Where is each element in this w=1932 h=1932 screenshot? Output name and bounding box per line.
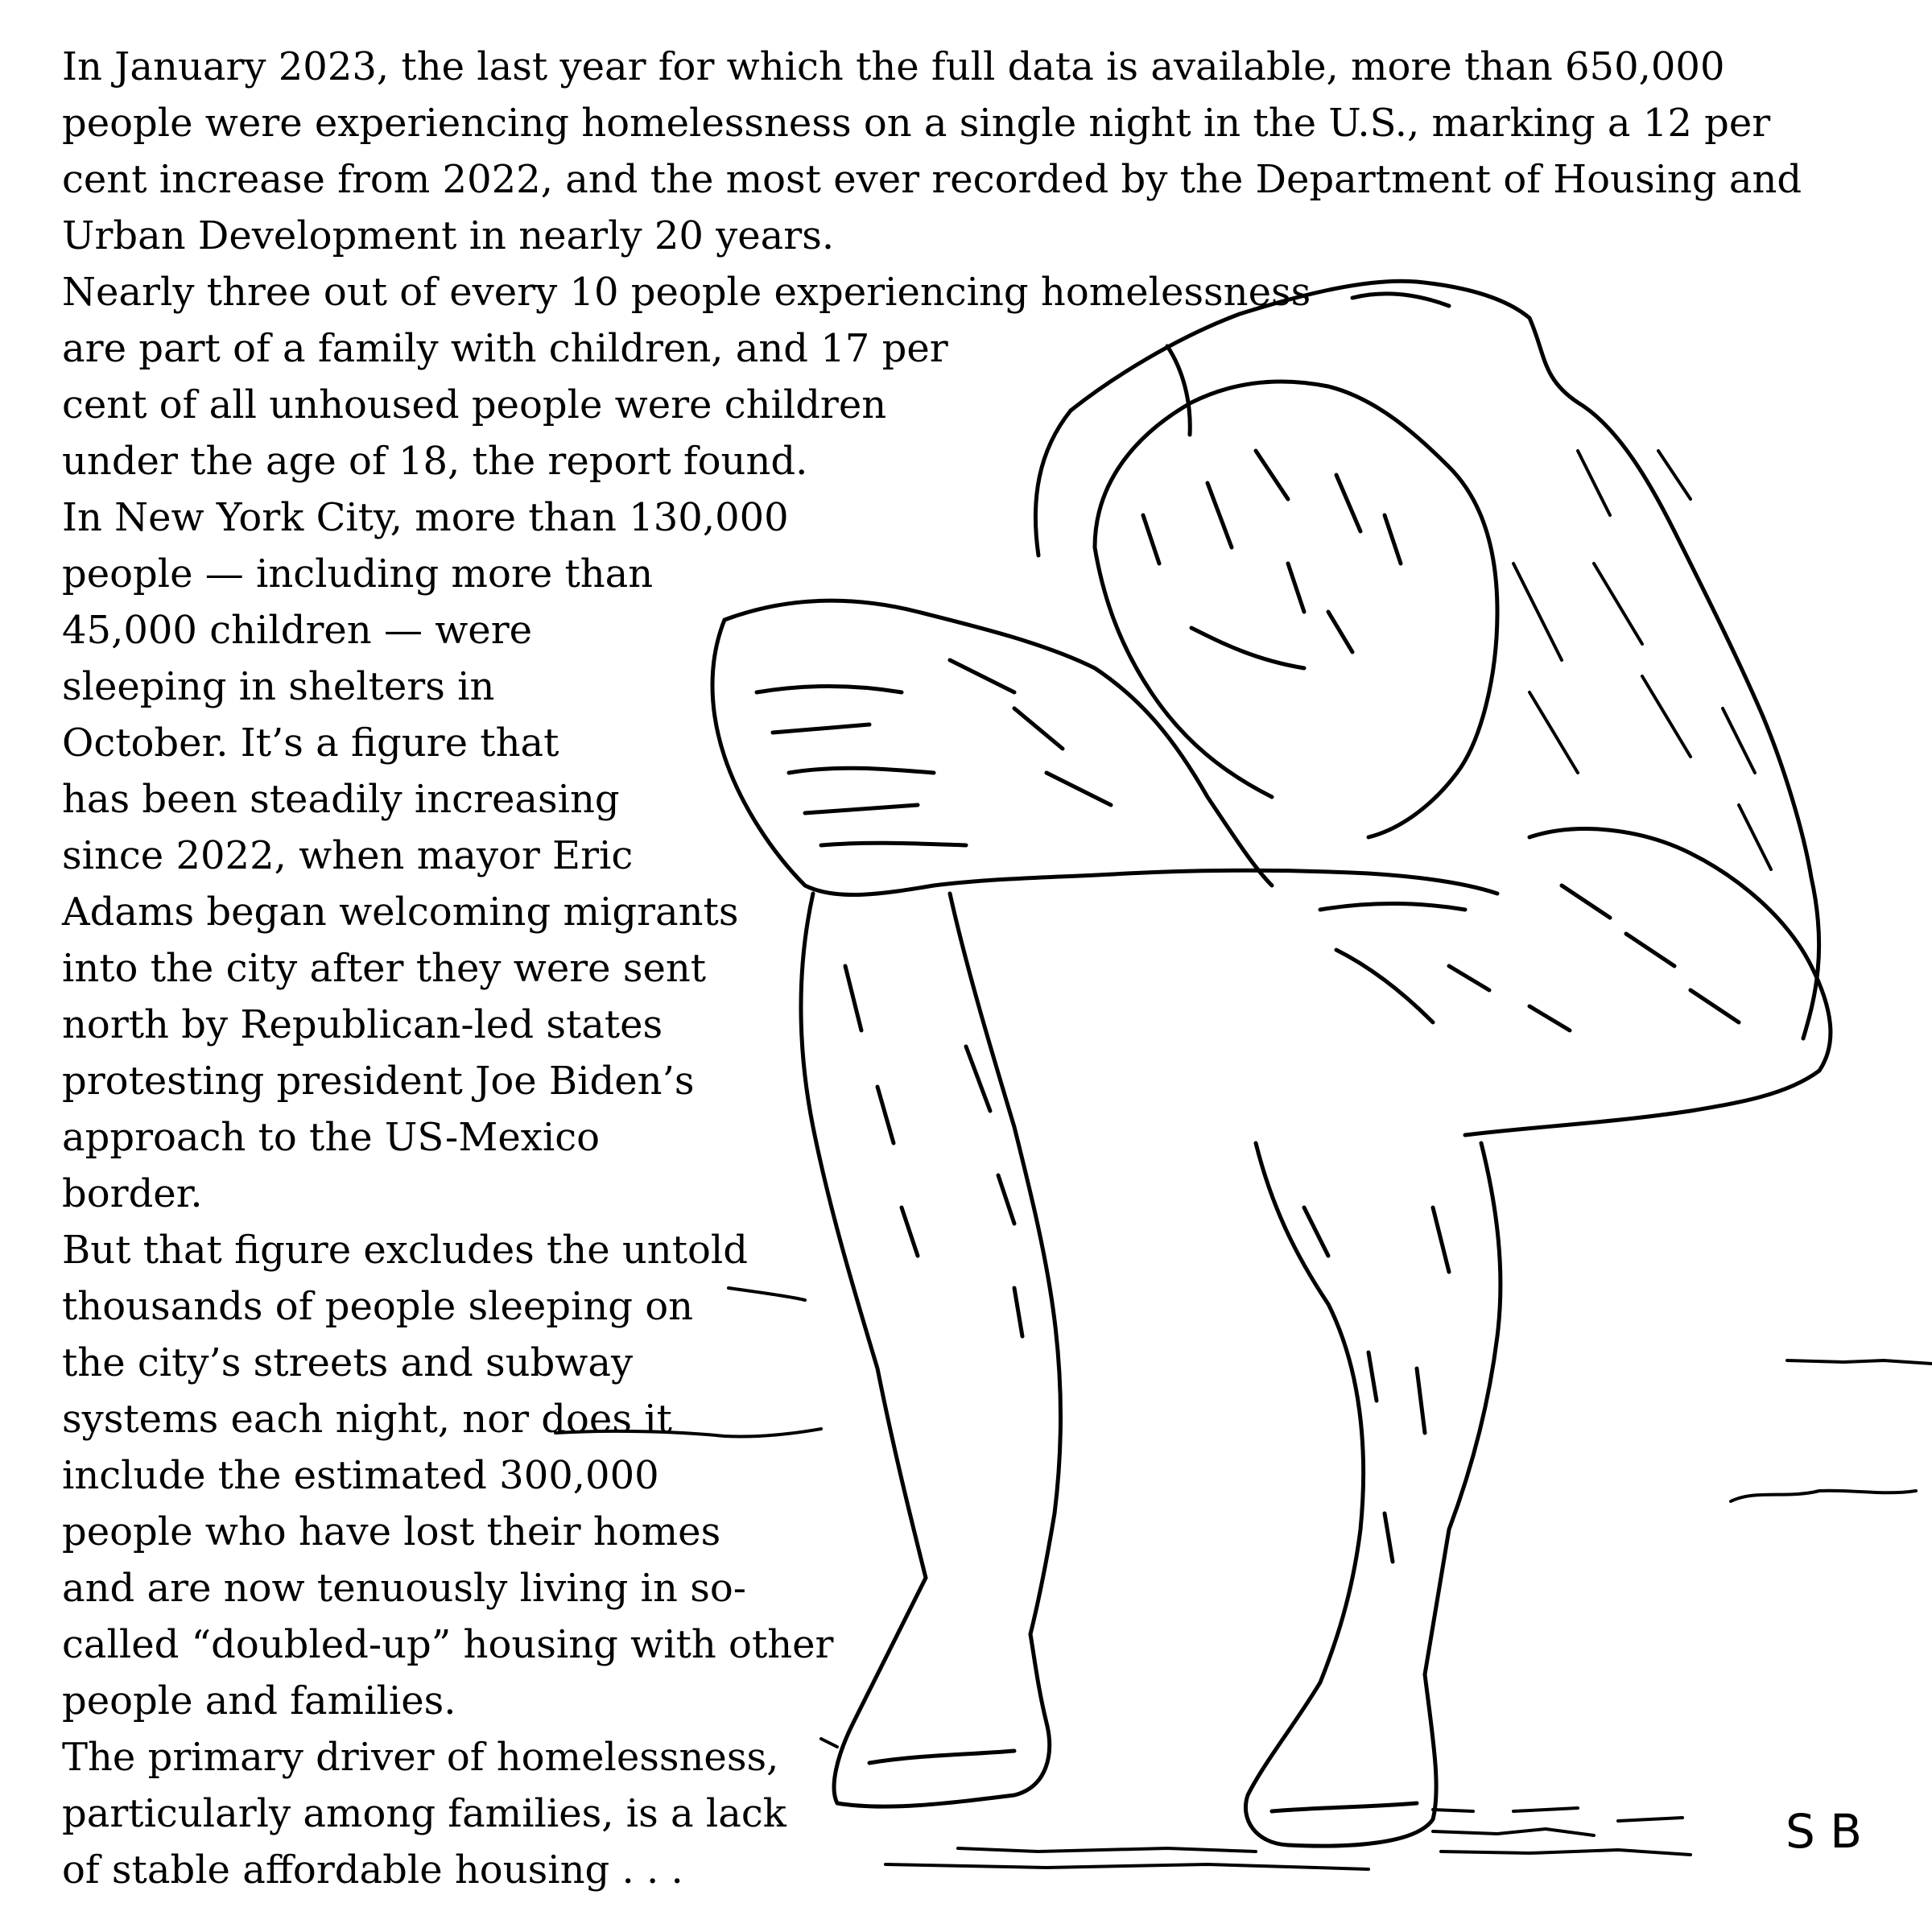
article-line: In January 2023, the last year for which the full data is available, more than 650,000 [62, 44, 1725, 89]
article-line: thousands of people sleeping on [62, 1284, 694, 1329]
article-line: But that figure excludes the untold [62, 1228, 748, 1273]
article-line: under the age of 18, the report found. [62, 439, 808, 484]
article-line: particularly among families, is a lack [62, 1791, 786, 1836]
article-line: of stable affordable housing . . . [62, 1847, 683, 1893]
article-line: cent increase from 2022, and the most ever recorded by the Department of Housing and [62, 157, 1802, 202]
article-line: Nearly three out of every 10 people experiencing homelessness [62, 270, 1311, 315]
article-line: In New York City, more than 130,000 [62, 495, 789, 540]
article-line: protesting president Joe Biden’s [62, 1059, 695, 1104]
article-line: people who have lost their homes [62, 1509, 721, 1554]
article-line: approach to the US-Mexico [62, 1115, 600, 1160]
article-line: Adams began welcoming migrants [62, 890, 739, 935]
article-line: has been steadily increasing [62, 777, 620, 822]
article-line: called “doubled-up” housing with other [62, 1622, 834, 1667]
article-line: and are now tenuously living in so- [62, 1566, 746, 1611]
article-line: 45,000 children — were [62, 608, 533, 653]
article-line: include the estimated 300,000 [62, 1453, 659, 1498]
article-line: north by Republican-led states [62, 1002, 663, 1047]
article-line: into the city after they were sent [62, 946, 707, 991]
article-line: people — including more than [62, 551, 654, 597]
article-line: since 2022, when mayor Eric [62, 833, 634, 878]
article-line: people and families. [62, 1678, 456, 1724]
article-line: Urban Development in nearly 20 years. [62, 213, 835, 258]
article-line: cent of all unhoused people were children [62, 382, 887, 427]
article-line: are part of a family with children, and 17 per [62, 326, 948, 371]
article-line: October. It’s a figure that [62, 720, 559, 766]
article-line: sleeping in shelters in [62, 664, 495, 709]
article-line: people were experiencing homelessness on a single night in the U.S., marking a 12 per [62, 101, 1771, 146]
artist-signature: S B [1785, 1804, 1863, 1859]
article-line: systems each night, nor does it [62, 1397, 672, 1442]
article-line: border. [62, 1171, 203, 1216]
article-line: the city’s streets and subway [62, 1340, 634, 1385]
article-line: The primary driver of homelessness, [62, 1735, 779, 1780]
